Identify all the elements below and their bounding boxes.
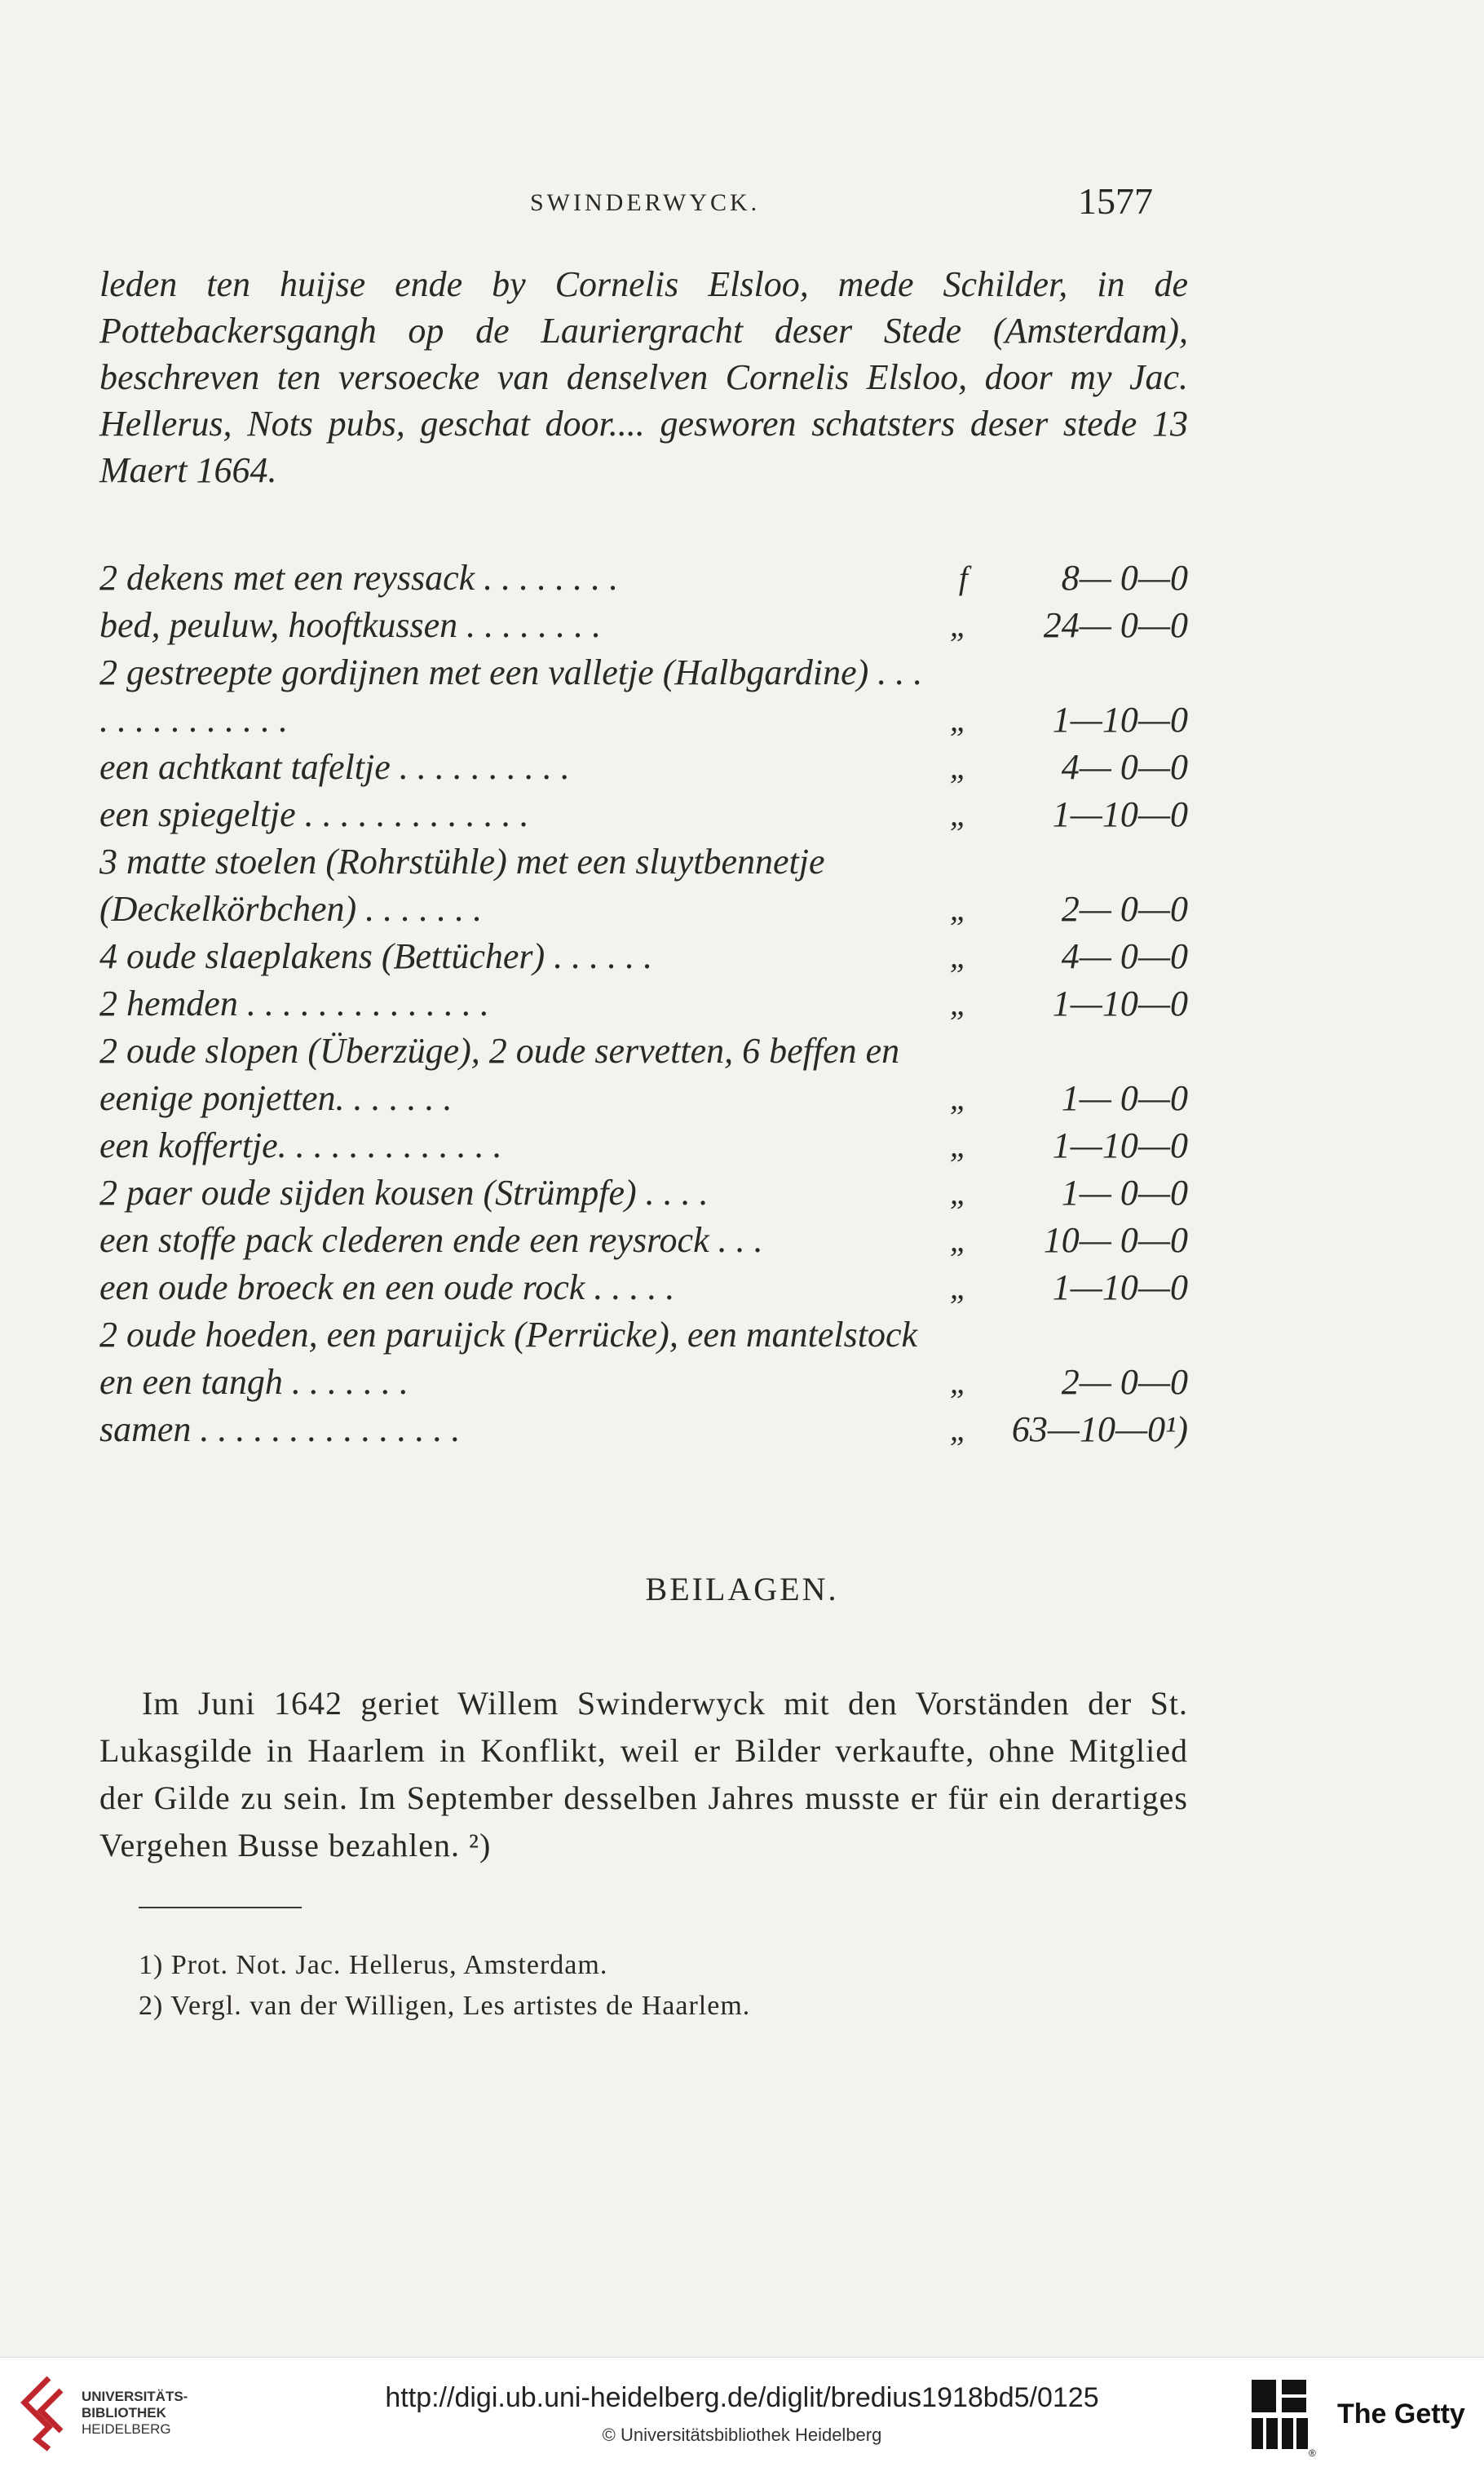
footnotes [139, 1945, 750, 2027]
inventory-item [99, 1122, 1188, 1169]
item-description: 3 matte stoelen (Rohrstühle) met een sluytbennetje (Deckelkörbchen) . . . . . . . [99, 842, 825, 929]
item-currency-mark: „ [949, 891, 968, 927]
inventory-item [99, 1028, 1188, 1122]
item-currency-mark: f [958, 559, 968, 596]
item-currency-mark: „ [949, 1411, 968, 1448]
digitization-footer [0, 2357, 1484, 2467]
inventory-item [99, 1311, 1188, 1406]
section-title: BEILAGEN. [645, 1571, 839, 1607]
inventory-item [99, 1169, 1188, 1217]
running-head [0, 179, 1484, 228]
page-number: 1577 [1078, 180, 1153, 222]
inventory-item [99, 838, 1188, 933]
item-description: 2 hemden . . . . . . . . . . . . . . [99, 984, 489, 1023]
item-amount: 1— 0—0 [1061, 1173, 1188, 1213]
item-currency-mark: „ [949, 1080, 968, 1116]
getty-logo-icon [1248, 2376, 1313, 2453]
inventory-item [99, 1217, 1188, 1264]
item-description: een oude broeck en een oude rock . . . . . [99, 1267, 675, 1307]
inventory-item [99, 744, 1188, 791]
copyright-notice: © Universitätsbibliothek Heidelberg [602, 2425, 882, 2445]
body-paragraph [99, 1680, 1188, 1869]
item-currency-mark: „ [949, 796, 968, 833]
inventory-item [99, 1406, 1188, 1453]
running-title: SWINDERWYCK. [530, 189, 761, 216]
item-description: bed, peuluw, hooftkussen . . . . . . . . [99, 605, 602, 645]
item-currency-mark: „ [949, 607, 968, 643]
item-currency-mark: „ [949, 1222, 968, 1258]
item-amount: 24— 0—0 [1043, 605, 1188, 645]
item-amount: 1—10—0 [1052, 1267, 1188, 1307]
item-description: een spiegeltje . . . . . . . . . . . . . [99, 794, 529, 834]
inventory-item [99, 980, 1188, 1028]
item-amount: 2— 0—0 [1061, 1362, 1188, 1402]
item-description: 2 oude slopen (Überzüge), 2 oude servetten, 6 beffen en eenige ponjetten. . . . . . . [99, 1031, 900, 1118]
intro-paragraph [99, 261, 1188, 493]
item-amount: 4— 0—0 [1061, 936, 1188, 976]
item-currency-mark: „ [949, 1127, 968, 1164]
item-amount: 2— 0—0 [1061, 889, 1188, 929]
inventory-list [99, 555, 1188, 1453]
item-currency-mark: „ [949, 1269, 968, 1306]
item-amount: 8— 0—0 [1061, 558, 1188, 598]
item-amount: 1—10—0 [1052, 794, 1188, 834]
item-currency-mark: „ [949, 1364, 968, 1400]
inventory-item [99, 1264, 1188, 1311]
item-currency-mark: „ [949, 749, 968, 785]
partner-name: The Getty [1337, 2398, 1465, 2429]
inventory-item [99, 555, 1188, 602]
inventory-item [99, 602, 1188, 649]
footnote-1: 1) Prot. Not. Jac. Hellerus, Amsterdam. [139, 1950, 608, 1980]
item-description: samen . . . . . . . . . . . . . . . [99, 1409, 461, 1449]
item-amount: 1—10—0 [1052, 700, 1188, 740]
item-currency-mark: „ [949, 1174, 968, 1211]
footnote-2: 2) Vergl. van der Willigen, Les artistes de Haarlem. [139, 1991, 751, 2021]
item-amount: 1—10—0 [1052, 984, 1188, 1023]
item-amount: 63—10—0¹) [1011, 1409, 1188, 1449]
inventory-item [99, 649, 1188, 744]
item-amount: 1— 0—0 [1061, 1078, 1188, 1118]
item-description: 4 oude slaeplakens (Bettücher) . . . . . . [99, 936, 653, 976]
inventory-item [99, 791, 1188, 838]
item-description: 2 gestreepte gordijnen met een valletje (Halbgardine) . . . . . . . . . . . . . . [99, 652, 923, 740]
item-description: 2 oude hoeden, een paruijck (Perrücke), een mantelstock en een tangh . . . . . . . [99, 1315, 918, 1402]
library-line-1: UNIVERSITÄTS- [82, 2389, 188, 2404]
intro-text: leden ten huijse ende by Cornelis Elsloo, mede Schilder, in de Pottebackersgangh op de Lauriergracht deser Stede (Amsterdam), beschreven ten versoecke van denselven Cornelis Elsloo, door my Jac. Hellerus, Nots pubs, geschat door.... gesworen schatsters deser stede 13 Maert 1664. [99, 264, 1188, 490]
permalink-url[interactable]: http://digi.ub.uni-heidelberg.de/diglit/bredius1918bd5/0125 [385, 2382, 1099, 2413]
item-description: een koffertje. . . . . . . . . . . . . [99, 1125, 502, 1165]
item-description: 2 dekens met een reyssack . . . . . . . . [99, 558, 619, 598]
item-description: een achtkant tafeltje . . . . . . . . . . [99, 747, 570, 787]
body-text: Im Juni 1642 geriet Willem Swinderwyck mit den Vorständen der St. Lukasgilde in Haarlem in Konflikt, weil er Bilder verkaufte, ohne Mitglied der Gilde zu sein. Im September desselben Jahres musste er für ein derartiges Vergehen Busse bezahlen. ²) [99, 1685, 1188, 1864]
registered-mark: ® [1309, 2447, 1316, 2459]
inventory-item [99, 933, 1188, 980]
item-currency-mark: „ [949, 701, 968, 738]
item-amount: 10— 0—0 [1043, 1220, 1188, 1260]
library-line-3: HEIDELBERG [82, 2421, 171, 2437]
item-currency-mark: „ [949, 985, 968, 1022]
footnote-divider [139, 1907, 302, 1908]
library-line-2: BIBLIOTHEK [82, 2405, 166, 2421]
item-description: 2 paer oude sijden kousen (Strümpfe) . . . . [99, 1173, 709, 1213]
item-description: een stoffe pack clederen ende een reysrock . . . [99, 1220, 763, 1260]
item-amount: 1—10—0 [1052, 1125, 1188, 1165]
item-currency-mark: „ [949, 938, 968, 975]
item-amount: 4— 0—0 [1061, 747, 1188, 787]
